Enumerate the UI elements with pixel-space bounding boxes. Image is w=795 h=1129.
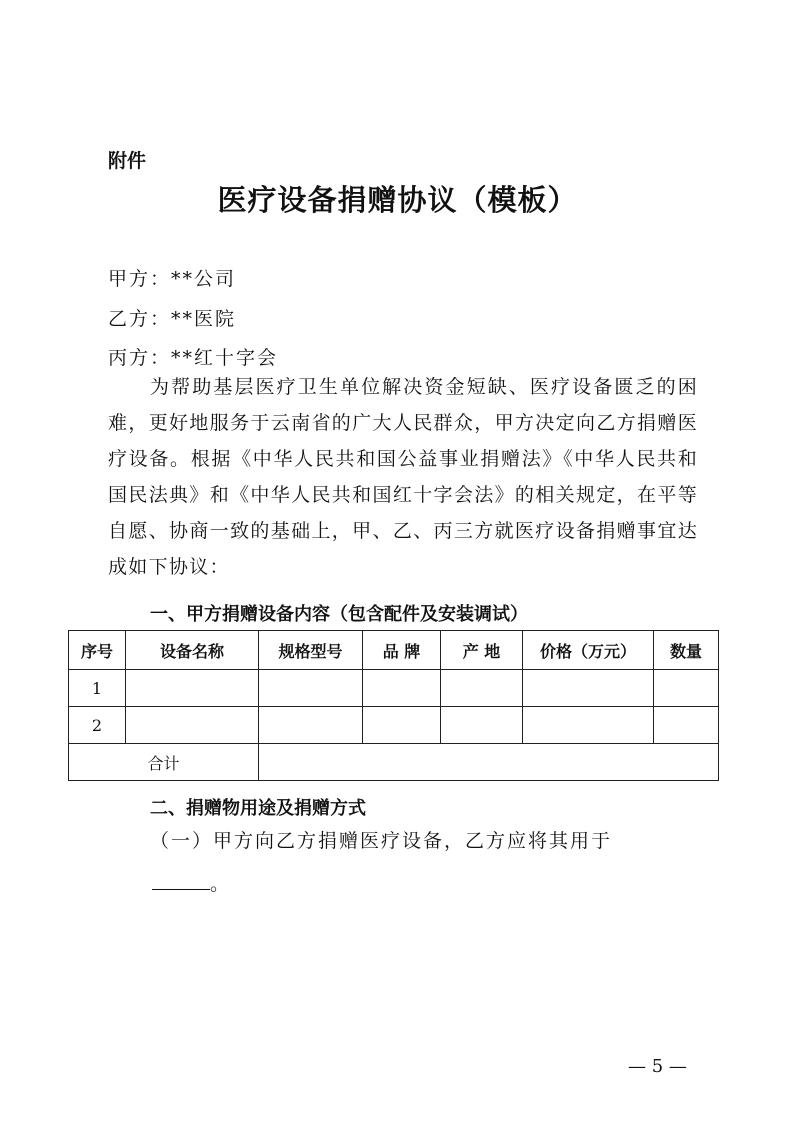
table-total-row [69, 744, 719, 781]
blank-end-mark: 。 [210, 873, 230, 895]
col-header-index: 序号 [69, 631, 126, 670]
cell-model [259, 707, 363, 744]
cell-index: 2 [69, 707, 126, 744]
cell-price [523, 670, 654, 707]
intro-paragraph: 为帮助基层医疗卫生单位解决资金短缺、医疗设备匮乏的困难，更好地服务于云南省的广大人民群众，甲方决定向乙方捐赠医疗设备。根据《中华人民共和国公益事业捐赠法》《中华人民共和国民法典》和《中华人民共和国红十字会法》的相关规定，在平等自愿、协商一致的基础上，甲、乙、丙三方就医疗设备捐赠事宜达成如下协议： [108, 376, 698, 578]
blank-line [152, 871, 210, 890]
party-b: 乙方：**医院 [108, 308, 237, 330]
document-title: 医疗设备捐赠协议（模板） [217, 183, 578, 217]
col-header-model: 规格型号 [259, 631, 363, 670]
cell-origin [441, 670, 523, 707]
party-a: 甲方：**公司 [108, 268, 237, 290]
total-label: 合计 [69, 744, 259, 781]
fill-in-blank [152, 869, 229, 896]
col-header-price: 价格（万元） [523, 631, 654, 670]
section-2-heading: 二、捐赠物用途及捐赠方式 [150, 798, 366, 819]
total-value [259, 744, 719, 781]
col-header-brand: 品 牌 [363, 631, 441, 670]
cell-brand [363, 670, 441, 707]
page-number: — 5 — [628, 1056, 687, 1077]
col-header-quantity: 数量 [654, 631, 719, 670]
cell-model [259, 670, 363, 707]
cell-quantity [654, 707, 719, 744]
cell-index: 1 [69, 670, 126, 707]
table-header-row [69, 631, 719, 670]
cell-name [126, 670, 259, 707]
attachment-label: 附件 [108, 150, 147, 172]
table-row [69, 707, 719, 744]
section-1-heading: 一、甲方捐赠设备内容（包含配件及安装调试） [150, 604, 528, 625]
cell-name [126, 707, 259, 744]
cell-brand [363, 707, 441, 744]
cell-origin [441, 707, 523, 744]
table-row [69, 670, 719, 707]
cell-price [523, 707, 654, 744]
section-2-item-1: （一）甲方向乙方捐赠医疗设备，乙方应将其用于 [150, 830, 613, 852]
col-header-name: 设备名称 [126, 631, 259, 670]
party-c: 丙方：**红十字会 [108, 347, 279, 369]
cell-quantity [654, 670, 719, 707]
donation-items-table [68, 630, 719, 781]
col-header-origin: 产 地 [441, 631, 523, 670]
